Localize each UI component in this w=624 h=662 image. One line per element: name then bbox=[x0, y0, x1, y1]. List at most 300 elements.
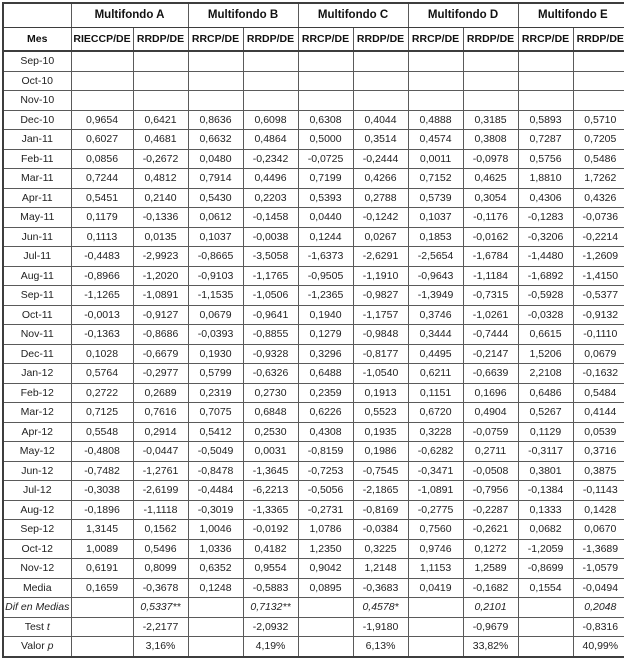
footer-row-label bbox=[3, 637, 71, 657]
cell bbox=[518, 598, 573, 618]
cell: -0,6639 bbox=[463, 364, 518, 384]
cell: -0,0038 bbox=[243, 227, 298, 247]
cell: 0,4496 bbox=[243, 169, 298, 189]
cell: 0,0539 bbox=[573, 422, 624, 442]
cell: 0,2101 bbox=[463, 598, 518, 618]
cell: -0,4483 bbox=[71, 247, 133, 267]
group-header: Multifondo D bbox=[408, 3, 518, 28]
cell bbox=[71, 51, 133, 71]
cell bbox=[133, 71, 188, 91]
cell: -0,8478 bbox=[188, 461, 243, 481]
cell bbox=[298, 91, 353, 111]
table-row bbox=[3, 169, 624, 189]
cell: 0,0480 bbox=[188, 149, 243, 169]
cell: 0,2914 bbox=[133, 422, 188, 442]
cell: 0,6488 bbox=[298, 364, 353, 384]
cell bbox=[188, 91, 243, 111]
column-header: RRDP/DE bbox=[243, 28, 298, 52]
cell: -1,1184 bbox=[463, 266, 518, 286]
table-row bbox=[3, 364, 624, 384]
cell: -0,8665 bbox=[188, 247, 243, 267]
cell: 0,5393 bbox=[298, 188, 353, 208]
cell: 1,0336 bbox=[188, 539, 243, 559]
cell: -0,9132 bbox=[573, 305, 624, 325]
column-header: RRCP/DE bbox=[408, 28, 463, 52]
cell: 0,5764 bbox=[71, 364, 133, 384]
cell: 0,0267 bbox=[353, 227, 408, 247]
table-row bbox=[3, 325, 624, 345]
cell: -1,0506 bbox=[243, 286, 298, 306]
row-label: Nov-10 bbox=[3, 91, 71, 111]
cell: -0,0328 bbox=[518, 305, 573, 325]
cell: -0,1384 bbox=[518, 481, 573, 501]
cell: 0,9654 bbox=[71, 110, 133, 130]
cell: -1,2020 bbox=[133, 266, 188, 286]
cell bbox=[518, 637, 573, 657]
cell: -0,3678 bbox=[133, 578, 188, 598]
cell bbox=[518, 617, 573, 637]
cell: 1,0089 bbox=[71, 539, 133, 559]
cell: 1,3145 bbox=[71, 520, 133, 540]
cell: -0,2444 bbox=[353, 149, 408, 169]
cell: 0,7075 bbox=[188, 403, 243, 423]
cell: -1,6373 bbox=[298, 247, 353, 267]
row-label: Oct-11 bbox=[3, 305, 71, 325]
cell: 0,2730 bbox=[243, 383, 298, 403]
cell: 33,82% bbox=[463, 637, 518, 657]
row-label: Jan-12 bbox=[3, 364, 71, 384]
cell: -0,2214 bbox=[573, 227, 624, 247]
cell: -0,1143 bbox=[573, 481, 624, 501]
cell: -1,3949 bbox=[408, 286, 463, 306]
cell: 0,1333 bbox=[518, 500, 573, 520]
cell: 0,6486 bbox=[518, 383, 573, 403]
row-label: Nov-12 bbox=[3, 559, 71, 579]
cell: 0,2689 bbox=[133, 383, 188, 403]
cell bbox=[71, 91, 133, 111]
cell: 0,6421 bbox=[133, 110, 188, 130]
cell: 0,1659 bbox=[71, 578, 133, 598]
row-label: Jul-11 bbox=[3, 247, 71, 267]
cell bbox=[298, 51, 353, 71]
cell: -2,2177 bbox=[133, 617, 188, 637]
cell: 0,1913 bbox=[353, 383, 408, 403]
cell: 0,1279 bbox=[298, 325, 353, 345]
cell: -0,9328 bbox=[243, 344, 298, 364]
cell: 0,7244 bbox=[71, 169, 133, 189]
cell bbox=[573, 71, 624, 91]
cell: 0,1940 bbox=[298, 305, 353, 325]
cell: -0,1632 bbox=[573, 364, 624, 384]
footer-label-text: Valor bbox=[21, 640, 48, 653]
cell: -1,6784 bbox=[463, 247, 518, 267]
cell: 0,9746 bbox=[408, 539, 463, 559]
cell bbox=[243, 91, 298, 111]
cell: -0,1458 bbox=[243, 208, 298, 228]
cell: -1,0579 bbox=[573, 559, 624, 579]
cell: -0,9505 bbox=[298, 266, 353, 286]
row-label: Nov-11 bbox=[3, 325, 71, 345]
cell: -0,0508 bbox=[463, 461, 518, 481]
cell: 0,9042 bbox=[298, 559, 353, 579]
cell: -1,6892 bbox=[518, 266, 573, 286]
cell: -0,8177 bbox=[353, 344, 408, 364]
cell: 0,4864 bbox=[243, 130, 298, 150]
cell bbox=[133, 91, 188, 111]
cell: 0,4308 bbox=[298, 422, 353, 442]
cell bbox=[71, 598, 133, 618]
cell bbox=[298, 617, 353, 637]
cell: -2,6199 bbox=[133, 481, 188, 501]
table-row bbox=[3, 305, 624, 325]
cell: 0,0856 bbox=[71, 149, 133, 169]
footer-row bbox=[3, 637, 624, 657]
cell: 0,2359 bbox=[298, 383, 353, 403]
cell: 0,1151 bbox=[408, 383, 463, 403]
cell: 0,7914 bbox=[188, 169, 243, 189]
cell: 0,6226 bbox=[298, 403, 353, 423]
cell: 1,5206 bbox=[518, 344, 573, 364]
column-header: RRDP/DE bbox=[573, 28, 624, 52]
cell: -0,0494 bbox=[573, 578, 624, 598]
cell bbox=[463, 51, 518, 71]
cell: -2,0932 bbox=[243, 617, 298, 637]
cell bbox=[408, 71, 463, 91]
cell: -0,0162 bbox=[463, 227, 518, 247]
cell: 0,0440 bbox=[298, 208, 353, 228]
cell: 0,3514 bbox=[353, 130, 408, 150]
cell: 0,6848 bbox=[243, 403, 298, 423]
cell: 0,3228 bbox=[408, 422, 463, 442]
group-header: Multifondo A bbox=[71, 3, 188, 28]
cell: -0,1363 bbox=[71, 325, 133, 345]
cell: 0,4625 bbox=[463, 169, 518, 189]
cell: -1,3365 bbox=[243, 500, 298, 520]
cell bbox=[71, 637, 133, 657]
cell: 0,4578* bbox=[353, 598, 408, 618]
cell: 1,0786 bbox=[298, 520, 353, 540]
cell: -0,2977 bbox=[133, 364, 188, 384]
table-row bbox=[3, 403, 624, 423]
cell: 0,1930 bbox=[188, 344, 243, 364]
cell: 0,7205 bbox=[573, 130, 624, 150]
cell bbox=[188, 51, 243, 71]
cell: 0,3716 bbox=[573, 442, 624, 462]
cell: -0,1176 bbox=[463, 208, 518, 228]
cell: 0,0135 bbox=[133, 227, 188, 247]
table-row bbox=[3, 51, 624, 71]
cell: 0,4182 bbox=[243, 539, 298, 559]
cell: -0,2621 bbox=[463, 520, 518, 540]
cell: 0,3444 bbox=[408, 325, 463, 345]
row-label: Sep-12 bbox=[3, 520, 71, 540]
cell: 0,1037 bbox=[188, 227, 243, 247]
cell: -2,1865 bbox=[353, 481, 408, 501]
cell: -0,0013 bbox=[71, 305, 133, 325]
cell: -0,7315 bbox=[463, 286, 518, 306]
cell: -0,0384 bbox=[353, 520, 408, 540]
cell: 0,6720 bbox=[408, 403, 463, 423]
cell bbox=[353, 91, 408, 111]
cell bbox=[518, 71, 573, 91]
cell: 0,6632 bbox=[188, 130, 243, 150]
cell: 0,1248 bbox=[188, 578, 243, 598]
cell: -0,7253 bbox=[298, 461, 353, 481]
row-label: Jun-11 bbox=[3, 227, 71, 247]
cell: 0,5496 bbox=[133, 539, 188, 559]
cell: 0,3808 bbox=[463, 130, 518, 150]
cell: 0,6352 bbox=[188, 559, 243, 579]
row-label: Jan-11 bbox=[3, 130, 71, 150]
cell: -0,3206 bbox=[518, 227, 573, 247]
table-row bbox=[3, 461, 624, 481]
corner-cell bbox=[3, 3, 71, 28]
cell: 0,0682 bbox=[518, 520, 573, 540]
cell: 0,5412 bbox=[188, 422, 243, 442]
cell: -2,5654 bbox=[408, 247, 463, 267]
table-row bbox=[3, 286, 624, 306]
cell: -0,2147 bbox=[463, 344, 518, 364]
cell: -0,0978 bbox=[463, 149, 518, 169]
cell: -1,3689 bbox=[573, 539, 624, 559]
cell: 0,7125 bbox=[71, 403, 133, 423]
cell: 0,4904 bbox=[463, 403, 518, 423]
cell bbox=[463, 71, 518, 91]
table-row bbox=[3, 110, 624, 130]
cell: -1,2609 bbox=[573, 247, 624, 267]
cell: -0,2342 bbox=[243, 149, 298, 169]
cell: 0,5267 bbox=[518, 403, 573, 423]
cell: 1,2350 bbox=[298, 539, 353, 559]
cell: 0,8636 bbox=[188, 110, 243, 130]
cell: 0,4044 bbox=[353, 110, 408, 130]
cell: 0,2711 bbox=[463, 442, 518, 462]
cell: 0,5484 bbox=[573, 383, 624, 403]
cell: 0,3185 bbox=[463, 110, 518, 130]
cell: -0,8169 bbox=[353, 500, 408, 520]
cell: 1,2589 bbox=[463, 559, 518, 579]
cell: 0,5710 bbox=[573, 110, 624, 130]
table-row bbox=[3, 539, 624, 559]
cell: -0,1110 bbox=[573, 325, 624, 345]
cell bbox=[463, 91, 518, 111]
row-label: Feb-12 bbox=[3, 383, 71, 403]
cell: 0,0419 bbox=[408, 578, 463, 598]
table-row bbox=[3, 91, 624, 111]
cell: 0,5893 bbox=[518, 110, 573, 130]
footer-row-label bbox=[3, 617, 71, 637]
cell: 0,7616 bbox=[133, 403, 188, 423]
column-header: RIECCP/DE bbox=[71, 28, 133, 52]
table-row bbox=[3, 442, 624, 462]
column-header: RRCP/DE bbox=[298, 28, 353, 52]
row-label: Sep-10 bbox=[3, 51, 71, 71]
cell: -0,0736 bbox=[573, 208, 624, 228]
cell: -0,1242 bbox=[353, 208, 408, 228]
cell: -0,5056 bbox=[298, 481, 353, 501]
cell: 1,7262 bbox=[573, 169, 624, 189]
cell: -2,6291 bbox=[353, 247, 408, 267]
row-label: May-11 bbox=[3, 208, 71, 228]
cell: 1,8810 bbox=[518, 169, 573, 189]
cell: -0,9641 bbox=[243, 305, 298, 325]
cell bbox=[188, 637, 243, 657]
cell bbox=[71, 71, 133, 91]
row-label: Jun-12 bbox=[3, 461, 71, 481]
cell: 0,2048 bbox=[573, 598, 624, 618]
cell: 0,0031 bbox=[243, 442, 298, 462]
cell: 0,7287 bbox=[518, 130, 573, 150]
cell: -0,6326 bbox=[243, 364, 298, 384]
row-label: Aug-12 bbox=[3, 500, 71, 520]
cell bbox=[133, 51, 188, 71]
column-header: RRDP/DE bbox=[133, 28, 188, 52]
cell: 0,5756 bbox=[518, 149, 573, 169]
cell: -0,5377 bbox=[573, 286, 624, 306]
cell: -1,9180 bbox=[353, 617, 408, 637]
cell bbox=[408, 637, 463, 657]
cell: -1,3645 bbox=[243, 461, 298, 481]
row-label: Oct-10 bbox=[3, 71, 71, 91]
cell bbox=[71, 617, 133, 637]
group-header: Multifondo C bbox=[298, 3, 408, 28]
row-label: May-12 bbox=[3, 442, 71, 462]
cell: 0,5799 bbox=[188, 364, 243, 384]
table-row bbox=[3, 481, 624, 501]
cell: -1,2761 bbox=[133, 461, 188, 481]
cell: -1,0540 bbox=[353, 364, 408, 384]
cell: 0,2140 bbox=[133, 188, 188, 208]
cell bbox=[573, 91, 624, 111]
cell: 1,1153 bbox=[408, 559, 463, 579]
table-header bbox=[3, 3, 624, 51]
table-row bbox=[3, 422, 624, 442]
cell: -0,1896 bbox=[71, 500, 133, 520]
mes-column-header: Mes bbox=[3, 28, 71, 52]
cell bbox=[243, 51, 298, 71]
cell: 0,7199 bbox=[298, 169, 353, 189]
cell: -0,9103 bbox=[188, 266, 243, 286]
cell: -0,7444 bbox=[463, 325, 518, 345]
cell: -0,5883 bbox=[243, 578, 298, 598]
table-body bbox=[3, 51, 624, 598]
cell: 0,1935 bbox=[353, 422, 408, 442]
cell: -1,1118 bbox=[133, 500, 188, 520]
cell: -1,1265 bbox=[71, 286, 133, 306]
table-row bbox=[3, 383, 624, 403]
cell: -0,7482 bbox=[71, 461, 133, 481]
cell: -0,0447 bbox=[133, 442, 188, 462]
cell bbox=[408, 91, 463, 111]
cell: 0,6027 bbox=[71, 130, 133, 150]
footer-row-label bbox=[3, 598, 71, 618]
cell: -0,8855 bbox=[243, 325, 298, 345]
cell: 0,2530 bbox=[243, 422, 298, 442]
cell: 0,4681 bbox=[133, 130, 188, 150]
table-row bbox=[3, 71, 624, 91]
table-row bbox=[3, 130, 624, 150]
cell: 0,3875 bbox=[573, 461, 624, 481]
cell: 0,1562 bbox=[133, 520, 188, 540]
cell: 0,5000 bbox=[298, 130, 353, 150]
cell: -0,2731 bbox=[298, 500, 353, 520]
cell: -1,2059 bbox=[518, 539, 573, 559]
cell: -0,8966 bbox=[71, 266, 133, 286]
cell bbox=[353, 51, 408, 71]
cell bbox=[518, 51, 573, 71]
table-row bbox=[3, 208, 624, 228]
cell: -0,8159 bbox=[298, 442, 353, 462]
cell: -0,9679 bbox=[463, 617, 518, 637]
column-header-row bbox=[3, 28, 624, 52]
cell: -1,0261 bbox=[463, 305, 518, 325]
cell: -1,1757 bbox=[353, 305, 408, 325]
cell: 0,5451 bbox=[71, 188, 133, 208]
cell: -1,1765 bbox=[243, 266, 298, 286]
column-header: RRDP/DE bbox=[463, 28, 518, 52]
row-label: Oct-12 bbox=[3, 539, 71, 559]
cell: -2,9923 bbox=[133, 247, 188, 267]
row-label: Media bbox=[3, 578, 71, 598]
table-footer bbox=[3, 598, 624, 657]
cell: -6,2213 bbox=[243, 481, 298, 501]
cell: 0,1244 bbox=[298, 227, 353, 247]
cell: -0,3683 bbox=[353, 578, 408, 598]
cell bbox=[243, 71, 298, 91]
cell: 0,5548 bbox=[71, 422, 133, 442]
cell: -0,1682 bbox=[463, 578, 518, 598]
table-row bbox=[3, 500, 624, 520]
footer-row bbox=[3, 617, 624, 637]
cell: 0,6191 bbox=[71, 559, 133, 579]
cell bbox=[298, 598, 353, 618]
cell: 1,0046 bbox=[188, 520, 243, 540]
column-header: RRCP/DE bbox=[188, 28, 243, 52]
cell bbox=[298, 71, 353, 91]
cell bbox=[298, 637, 353, 657]
cell: 0,0670 bbox=[573, 520, 624, 540]
cell: -0,9827 bbox=[353, 286, 408, 306]
cell: -0,7956 bbox=[463, 481, 518, 501]
multifondo-returns-table bbox=[2, 2, 624, 658]
cell: -0,3117 bbox=[518, 442, 573, 462]
cell bbox=[188, 71, 243, 91]
cell: 0,5486 bbox=[573, 149, 624, 169]
footer-label-italic: Dif en Medias bbox=[5, 601, 70, 614]
cell: 0,3746 bbox=[408, 305, 463, 325]
row-label: Dec-10 bbox=[3, 110, 71, 130]
cell: -0,0759 bbox=[463, 422, 518, 442]
group-header: Multifondo B bbox=[188, 3, 298, 28]
cell bbox=[353, 71, 408, 91]
group-header: Multifondo E bbox=[518, 3, 624, 28]
cell: -0,8686 bbox=[133, 325, 188, 345]
footer-label-italic: t bbox=[46, 620, 50, 633]
cell bbox=[188, 617, 243, 637]
cell: 0,1037 bbox=[408, 208, 463, 228]
cell: 0,1129 bbox=[518, 422, 573, 442]
row-label: Mar-12 bbox=[3, 403, 71, 423]
cell: -1,0891 bbox=[408, 481, 463, 501]
cell: -0,0725 bbox=[298, 149, 353, 169]
cell: -0,7545 bbox=[353, 461, 408, 481]
table-row bbox=[3, 266, 624, 286]
cell: -0,1336 bbox=[133, 208, 188, 228]
cell: -0,3038 bbox=[71, 481, 133, 501]
cell: -0,0192 bbox=[243, 520, 298, 540]
cell: 0,8099 bbox=[133, 559, 188, 579]
cell: -0,9643 bbox=[408, 266, 463, 286]
